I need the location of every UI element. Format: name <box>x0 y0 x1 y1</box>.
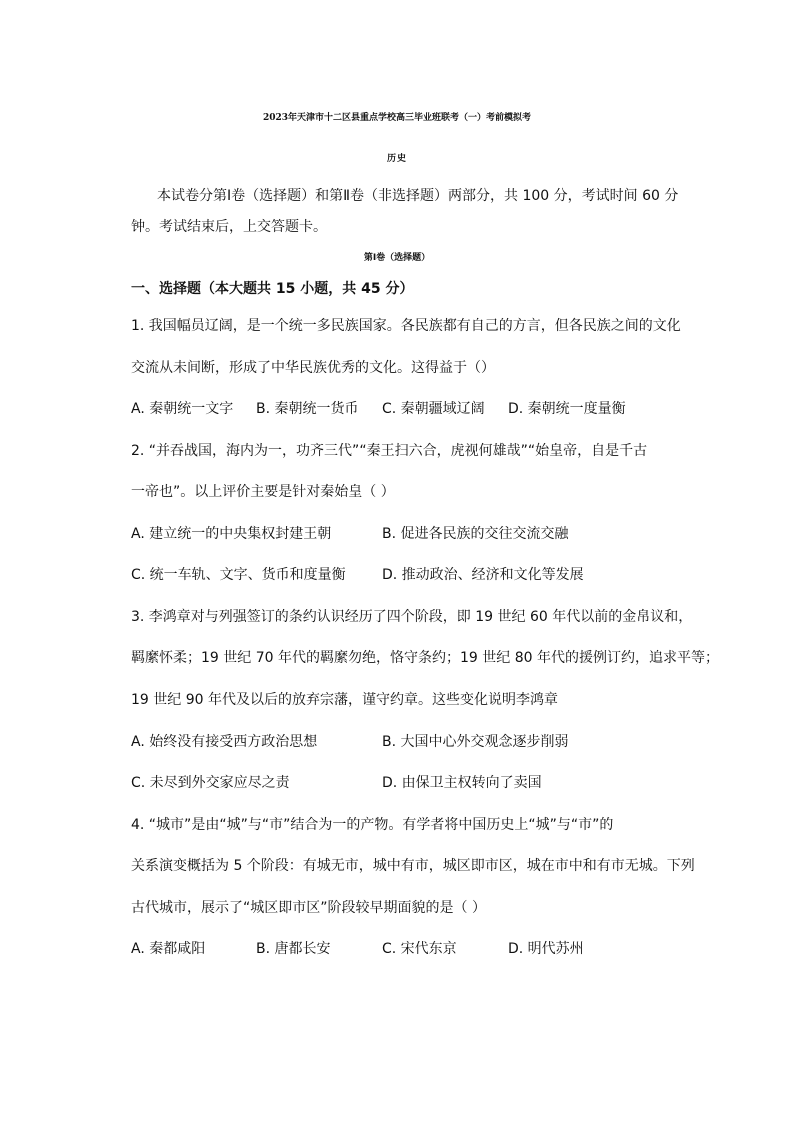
option-b: B. 大国中心外交观念逐步削弱 <box>382 734 569 750</box>
question-text-line: 3. 李鸿章对与列强签订的条约认识经历了四个阶段，即 19 世纪 60 年代以前的金帛议和， <box>131 609 693 625</box>
option-c: C. 宋代东京 <box>382 941 457 957</box>
question-text-line: 2. “并吞战国，海内为一，功齐三代”“秦王扫六合，虎视何雄哉”“始皇帝，自是千古 <box>131 443 648 459</box>
question-text-line: 1. 我国幅员辽阔，是一个统一多民族国家。各民族都有自己的方言，但各民族之间的文化 <box>131 318 681 334</box>
option-c: C. 秦朝疆域辽阔 <box>382 401 485 417</box>
option-d: D. 推动政治、经济和文化等发展 <box>382 567 584 583</box>
option-b: B. 秦朝统一货币 <box>256 401 359 417</box>
question-text-line: 交流从未间断，形成了中华民族优秀的文化。这得益于（） <box>131 360 495 376</box>
option-d: D. 由保卫主权转向了卖国 <box>382 775 542 791</box>
option-c: C. 统一车轨、文字、货币和度量衡 <box>131 567 346 583</box>
question-text-line: 关系演变概括为 5 个阶段：有城无市，城中有市，城区即市区，城在市中和有市无城。下列 <box>131 858 695 874</box>
option-a: A. 始终没有接受西方政治思想 <box>131 734 318 750</box>
question-text-line: 4. “城市”是由“城”与“市”结合为一的产物。有学者将中国历史上“城”与“市”的 <box>131 817 614 833</box>
option-a: A. 建立统一的中央集权封建王朝 <box>131 526 332 542</box>
question-text-line: 古代城市，展示了“城区即市区”阶段较早期面貌的是（ ） <box>131 900 486 916</box>
part1-heading: 第Ⅰ卷（选择题） <box>363 253 431 263</box>
option-a: A. 秦朝统一文字 <box>131 401 234 417</box>
option-d: D. 秦朝统一度量衡 <box>508 401 626 417</box>
intro-line-2: 钟。考试结束后，上交答题卡。 <box>131 219 327 235</box>
question-text-line: 19 世纪 90 年代及以后的放弃宗藩，谨守约章。这些变化说明李鸿章 <box>131 692 558 708</box>
option-d: D. 明代苏州 <box>508 941 584 957</box>
option-c: C. 未尽到外交家应尽之责 <box>131 775 290 791</box>
question-text-line: 羁縻怀柔；19 世纪 70 年代的羁縻勿绝，恪守条约；19 世纪 80 年代的援例订约，追求平等； <box>131 650 719 666</box>
subject-title: 历史 <box>386 154 407 164</box>
question-text-line: 一帝也”。以上评价主要是针对秦始皇（ ） <box>131 484 395 500</box>
option-a: A. 秦都咸阳 <box>131 941 206 957</box>
intro-line-1: 本试卷分第Ⅰ卷（选择题）和第Ⅱ卷（非选择题）两部分，共 100 分，考试时间 60 分 <box>157 188 679 204</box>
option-b: B. 唐都长安 <box>256 941 331 957</box>
exam-title: 2023年天津市十二区县重点学校高三毕业班联考（一）考前模拟考 <box>262 113 532 123</box>
option-b: B. 促进各民族的交往交流交融 <box>382 526 569 542</box>
section-heading: 一、选择题（本大题共 15 小题，共 45 分） <box>131 281 414 297</box>
